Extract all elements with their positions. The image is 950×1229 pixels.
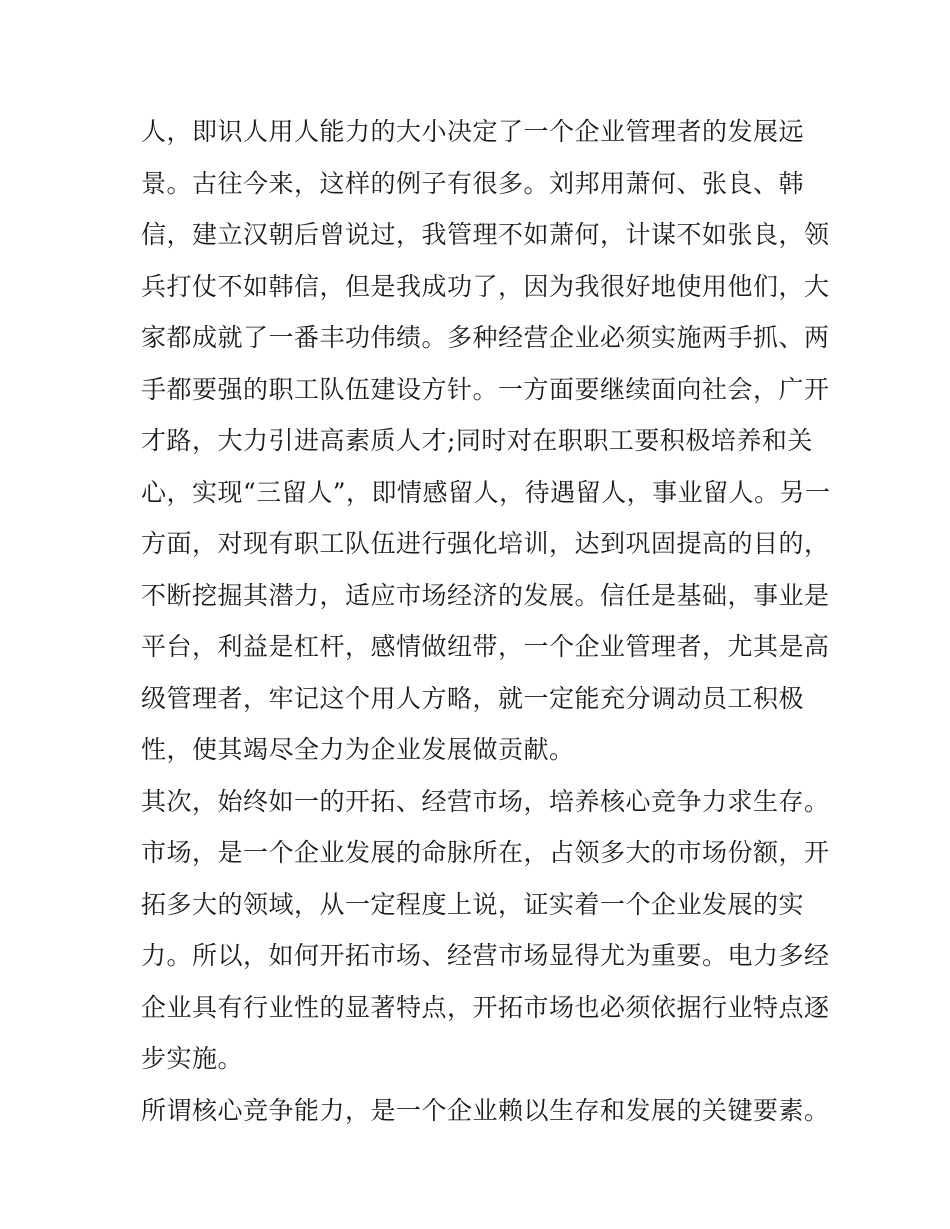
text-line: 所谓核心竞争能力，是一个企业赖以生存和发展的关键要素。 [141, 1095, 830, 1125]
text-line: 才路，大力引进高素质人才;同时对在职职工要积极培养和关 [141, 426, 813, 455]
text-line: 步实施。 [141, 1044, 244, 1073]
text-line: 手都要强的职工队伍建设方针。一方面要继续面向社会，广开 [141, 374, 830, 404]
text-line: 信，建立汉朝后曾说过，我管理不如萧何，计谋不如张良，领 [141, 220, 830, 249]
text-line: 景。古往今来，这样的例子有很多。刘邦用萧何、张良、韩 [141, 168, 805, 198]
text-line: 人，即识人用人能力的大小决定了一个企业管理者的发展远 [141, 117, 805, 146]
text-line: 力。所以，如何开拓市场、经营市场显得尤为重要。电力多经 [141, 941, 830, 970]
text-line: 方面，对现有职工队伍进行强化培训，达到巩固提高的目的， [141, 529, 830, 558]
text-line: 企业具有行业性的显著特点，开拓市场也必须依据行业特点逐 [141, 992, 830, 1022]
body-text [141, 106, 831, 1136]
text-line: 级管理者，牢记这个用人方略，就一定能充分调动员工积极 [141, 683, 805, 713]
text-line: 兵打仗不如韩信，但是我成功了，因为我很好地使用他们，大 [141, 271, 830, 301]
text-line: 平台，利益是杠杆，感情做纽带，一个企业管理者，尤其是高 [141, 632, 830, 661]
text-line: 拓多大的领域，从一定程度上说，证实着一个企业发展的实 [141, 889, 805, 919]
text-line: 家都成就了一番丰功伟绩。多种经营企业必须实施两手抓、两 [141, 323, 830, 352]
text-line: 市场，是一个企业发展的命脉所在，占领多大的市场份额，开 [141, 838, 830, 867]
text-line: 不断挖掘其潜力，适应市场经济的发展。信任是基础，事业是 [141, 580, 830, 610]
text-line: 心，实现“三留人”，即情感留人，待遇留人，事业留人。另一 [141, 477, 831, 507]
text-line: 性，使其竭尽全力为企业发展做贡献。 [141, 735, 575, 764]
text-line: 其次，始终如一的开拓、经营市场，培养核心竞争力求生存。 [141, 786, 830, 816]
